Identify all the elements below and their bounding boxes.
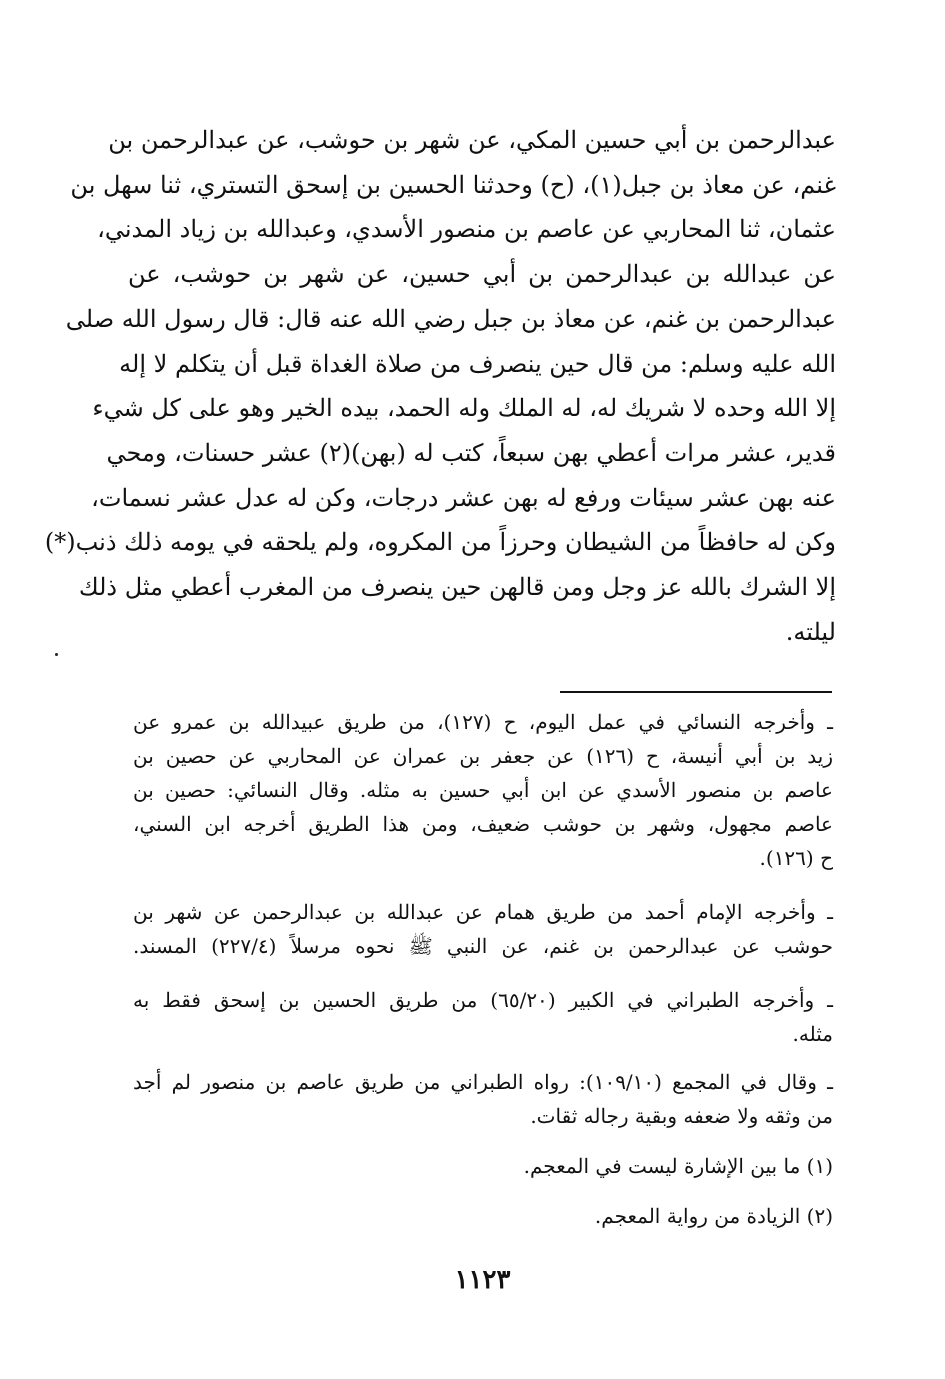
text-line: وكن له حافظاً من الشيطان وحرزاً من المكروه، ولم يلحقه في يومه ذلك ذنب(*)	[44, 528, 836, 557]
footnote	[133, 1149, 833, 1183]
footnote-text: (١) ما بين الإشارة ليست في المعجم.	[523, 1154, 833, 1178]
takhrij-note	[133, 983, 833, 1051]
footnote	[133, 1199, 833, 1233]
text-line: قدير، عشر مرات أعطي بهن سبعاً، كتب له (بهن)(٢) عشر حسنات، ومحي	[106, 438, 836, 467]
note-line: من وثقه ولا ضعفه وبقية رجاله ثقات.	[530, 1104, 833, 1128]
note-line: زيد بن أبي أنيسة، ح (١٢٦) عن جعفر بن عمران عن المحاربي عن حصين بن	[133, 744, 834, 768]
takhrij-note	[133, 705, 833, 875]
footnote-separator	[560, 691, 832, 693]
text-line: الله عليه وسلم: من قال حين ينصرف من صلاة الغداة قبل أن يتكلم لا إله	[119, 349, 836, 378]
text-line: ليلته.	[785, 617, 836, 646]
text-line: إلا الله وحده لا شريك له، له الملك وله الحمد، بيده الخير وهو على كل شيء	[92, 394, 836, 423]
text-line: إلا الشرك بالله عز وجل ومن قالهن حين ينصرف من المغرب أعطي مثل ذلك	[78, 573, 836, 602]
note-line: حوشب عن عبدالرحمن بن غنم، عن النبي ﷺ نحوه مرسلاً (٢٢٧/٤) المسند.	[133, 934, 833, 958]
text-line: عبدالرحمن بن أبي حسين المكي، عن شهر بن حوشب، عن عبدالرحمن بن	[108, 126, 836, 154]
note-line: مثله.	[792, 1022, 833, 1046]
text-line: غنم، عن معاذ بن جبل(١)، (ح) وحدثنا الحسين بن إسحق التستري، ثنا سهل بن	[70, 170, 836, 199]
note-line: ح (١٢٦).	[759, 846, 833, 870]
note-line: ـ وأخرجه الإمام أحمد من طريق همام عن عبدالله بن عبدالرحمن عن شهر بن	[133, 900, 833, 924]
note-line: ـ وقال في المجمع (١٠٩/١٠): رواه الطبراني من طريق عاصم بن منصور لم أجد	[133, 1070, 833, 1094]
main-text-block	[44, 118, 836, 654]
stray-mark	[55, 653, 58, 656]
text-line: عن عبدالله بن عبدالرحمن بن أبي حسين، عن شهر بن حوشب، عن	[128, 260, 836, 289]
page-number: ١١٢٣	[454, 1265, 511, 1295]
note-line: ـ وأخرجه الطبراني في الكبير (٦٥/٢٠) من طريق الحسين بن إسحق فقط به	[133, 988, 834, 1012]
text-line: عنه بهن عشر سيئات ورفع له بهن عشر درجات، وكن له عدل عشر نسمات،	[91, 483, 836, 512]
note-line: عاصم مجهول، وشهر بن حوشب ضعيف، ومن هذا الطريق أخرجه ابن السني،	[133, 812, 833, 836]
note-line: ـ وأخرجه النسائي في عمل اليوم، ح (١٢٧)، من طريق عبيدالله بن عمرو عن	[133, 710, 833, 734]
takhrij-note	[133, 1065, 833, 1133]
text-line: عبدالرحمن بن غنم، عن معاذ بن جبل رضي الله عنه قال: قال رسول الله صلى	[65, 304, 836, 333]
footnote-text: (٢) الزيادة من رواية المعجم.	[594, 1204, 833, 1228]
takhrij-note	[133, 895, 833, 963]
note-line: عاصم بن منصور الأسدي عن ابن أبي حسين به مثله. وقال النسائي: حصين بن	[133, 778, 833, 802]
text-line: عثمان، ثنا المحاربي عن عاصم بن منصور الأسدي، وعبدالله بن زياد المدني،	[97, 215, 836, 244]
